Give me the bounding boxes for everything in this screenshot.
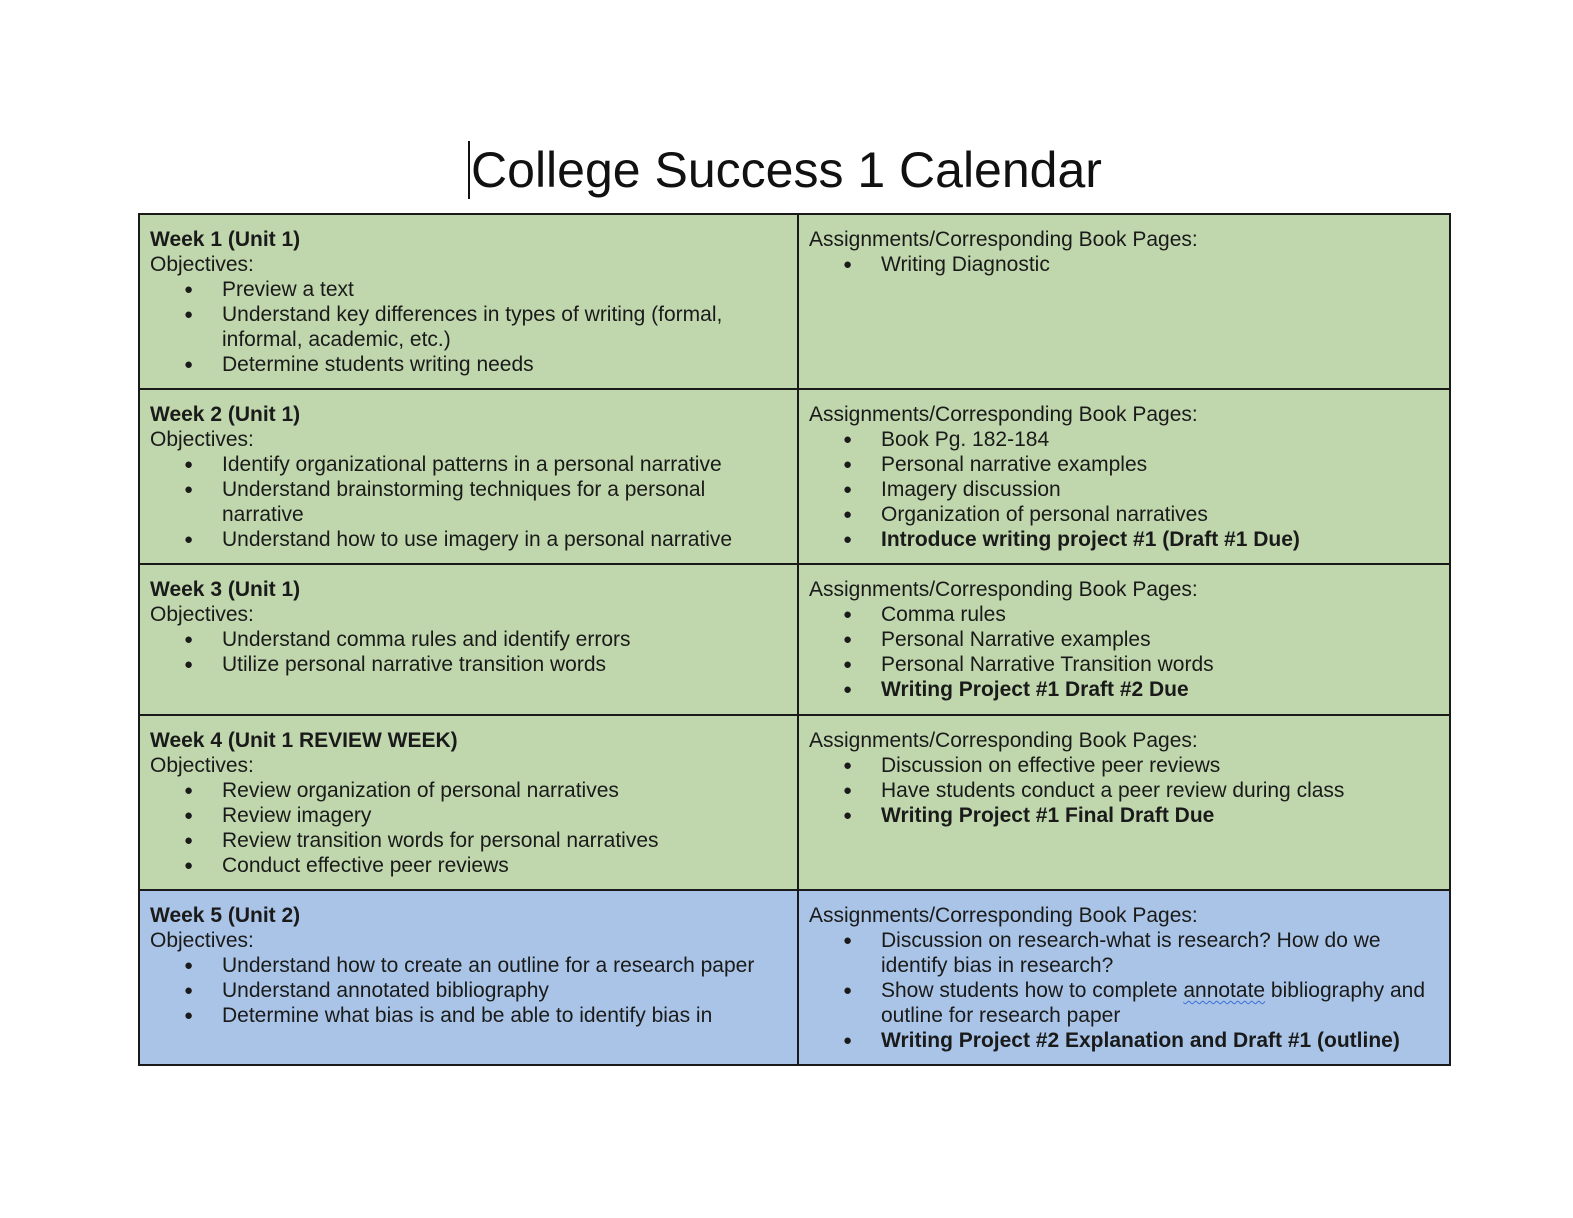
assignment-item-due: ● Writing Project #1 Final Draft Due xyxy=(809,803,1439,828)
objectives-list xyxy=(150,778,787,878)
assignment-item: ● Organization of personal narratives xyxy=(809,502,1439,527)
objectives-label: Objectives: xyxy=(150,253,254,276)
document-title[interactable] xyxy=(0,138,1573,202)
objective-item: ● Preview a text xyxy=(150,277,787,302)
assignments-label: Assignments/Corresponding Book Pages: xyxy=(809,904,1198,927)
assignment-item: ● Book Pg. 182-184 xyxy=(809,427,1439,452)
objectives-list xyxy=(150,277,787,377)
week-heading: Week 4 (Unit 1 REVIEW WEEK) xyxy=(150,729,458,752)
assignment-item: ● Imagery discussion xyxy=(809,477,1439,502)
assignment-text-start: Show students how to complete xyxy=(881,979,1184,1002)
objective-item: ● Understand key differences in types of writing (formal, informal, academic, etc.) xyxy=(150,302,787,352)
week-row-2 xyxy=(139,389,1450,564)
objective-item: ● Identify organizational patterns in a personal narrative xyxy=(150,452,787,477)
assignment-item-due: ● Writing Project #2 Explanation and Draft #1 (outline) xyxy=(809,1028,1439,1053)
assignment-item: ● Writing Diagnostic xyxy=(809,252,1439,277)
assignment-text-end: bibliography and outline for research paper xyxy=(881,979,1426,1027)
week-2-assignments-cell[interactable] xyxy=(798,389,1450,564)
assignments-list xyxy=(809,753,1439,828)
week-5-objectives-cell[interactable] xyxy=(139,890,798,1065)
objective-item: ● Understand how to use imagery in a personal narrative xyxy=(150,527,787,552)
objectives-list xyxy=(150,452,787,552)
objective-item: ● Conduct effective peer reviews xyxy=(150,853,787,878)
assignment-item-due: ● Writing Project #1 Draft #2 Due xyxy=(809,677,1439,702)
assignment-item: ● Personal narrative examples xyxy=(809,452,1439,477)
assignment-item xyxy=(809,978,1439,1028)
objective-item: ● Understand comma rules and identify errors xyxy=(150,627,787,652)
week-row-5 xyxy=(139,890,1450,1065)
week-1-assignments-cell[interactable] xyxy=(798,214,1450,389)
week-1-objectives-cell[interactable] xyxy=(139,214,798,389)
assignments-label: Assignments/Corresponding Book Pages: xyxy=(809,403,1198,426)
week-4-assignments-cell[interactable] xyxy=(798,715,1450,890)
objective-item: ● Understand how to create an outline for a research paper xyxy=(150,953,787,978)
objectives-label: Objectives: xyxy=(150,603,254,626)
assignment-item: ● Personal Narrative examples xyxy=(809,627,1439,652)
objectives-label: Objectives: xyxy=(150,754,254,777)
assignments-label: Assignments/Corresponding Book Pages: xyxy=(809,228,1198,251)
assignments-label: Assignments/Corresponding Book Pages: xyxy=(809,578,1198,601)
document-title-text: College Success 1 Calendar xyxy=(471,142,1102,198)
calendar-table xyxy=(138,213,1451,1066)
assignments-list xyxy=(809,602,1439,702)
week-3-objectives-cell[interactable] xyxy=(139,564,798,715)
assignment-item: ● Discussion on research-what is research? How do we identify bias in research? xyxy=(809,928,1439,978)
objective-item: ● Review transition words for personal narratives xyxy=(150,828,787,853)
assignment-item-due: ● Introduce writing project #1 (Draft #1 Due) xyxy=(809,527,1439,552)
week-row-4 xyxy=(139,715,1450,890)
week-5-assignments-cell[interactable] xyxy=(798,890,1450,1065)
assignments-list xyxy=(809,252,1439,277)
text-cursor xyxy=(468,141,470,199)
week-heading: Week 2 (Unit 1) xyxy=(150,403,301,426)
objectives-label: Objectives: xyxy=(150,929,254,952)
objective-item: ● Understand annotated bibliography xyxy=(150,978,787,1003)
assignments-list xyxy=(809,928,1439,1053)
week-row-1 xyxy=(139,214,1450,389)
assignment-item: ● Personal Narrative Transition words xyxy=(809,652,1439,677)
week-heading: Week 1 (Unit 1) xyxy=(150,228,301,251)
week-heading: Week 5 (Unit 2) xyxy=(150,904,301,927)
assignments-label: Assignments/Corresponding Book Pages: xyxy=(809,729,1198,752)
objective-item: ● Review organization of personal narratives xyxy=(150,778,787,803)
assignment-item: ● Comma rules xyxy=(809,602,1439,627)
objectives-list xyxy=(150,627,787,677)
week-2-objectives-cell[interactable] xyxy=(139,389,798,564)
week-row-3 xyxy=(139,564,1450,715)
assignments-list xyxy=(809,427,1439,552)
objective-item: ● Determine students writing needs xyxy=(150,352,787,377)
week-heading: Week 3 (Unit 1) xyxy=(150,578,301,601)
objective-item: ● Understand brainstorming techniques for a personal narrative xyxy=(150,477,787,527)
assignment-item: ● Discussion on effective peer reviews xyxy=(809,753,1439,778)
objectives-label: Objectives: xyxy=(150,428,254,451)
objectives-list xyxy=(150,953,787,1028)
week-3-assignments-cell[interactable] xyxy=(798,564,1450,715)
assignment-item: ● Have students conduct a peer review during class xyxy=(809,778,1439,803)
objective-item: ● Utilize personal narrative transition words xyxy=(150,652,787,677)
objective-item: ● Review imagery xyxy=(150,803,787,828)
objective-item: ● Determine what bias is and be able to identify bias in xyxy=(150,1003,787,1028)
spellcheck-flagged-word[interactable]: annotate xyxy=(1183,979,1266,1002)
week-4-objectives-cell[interactable] xyxy=(139,715,798,890)
